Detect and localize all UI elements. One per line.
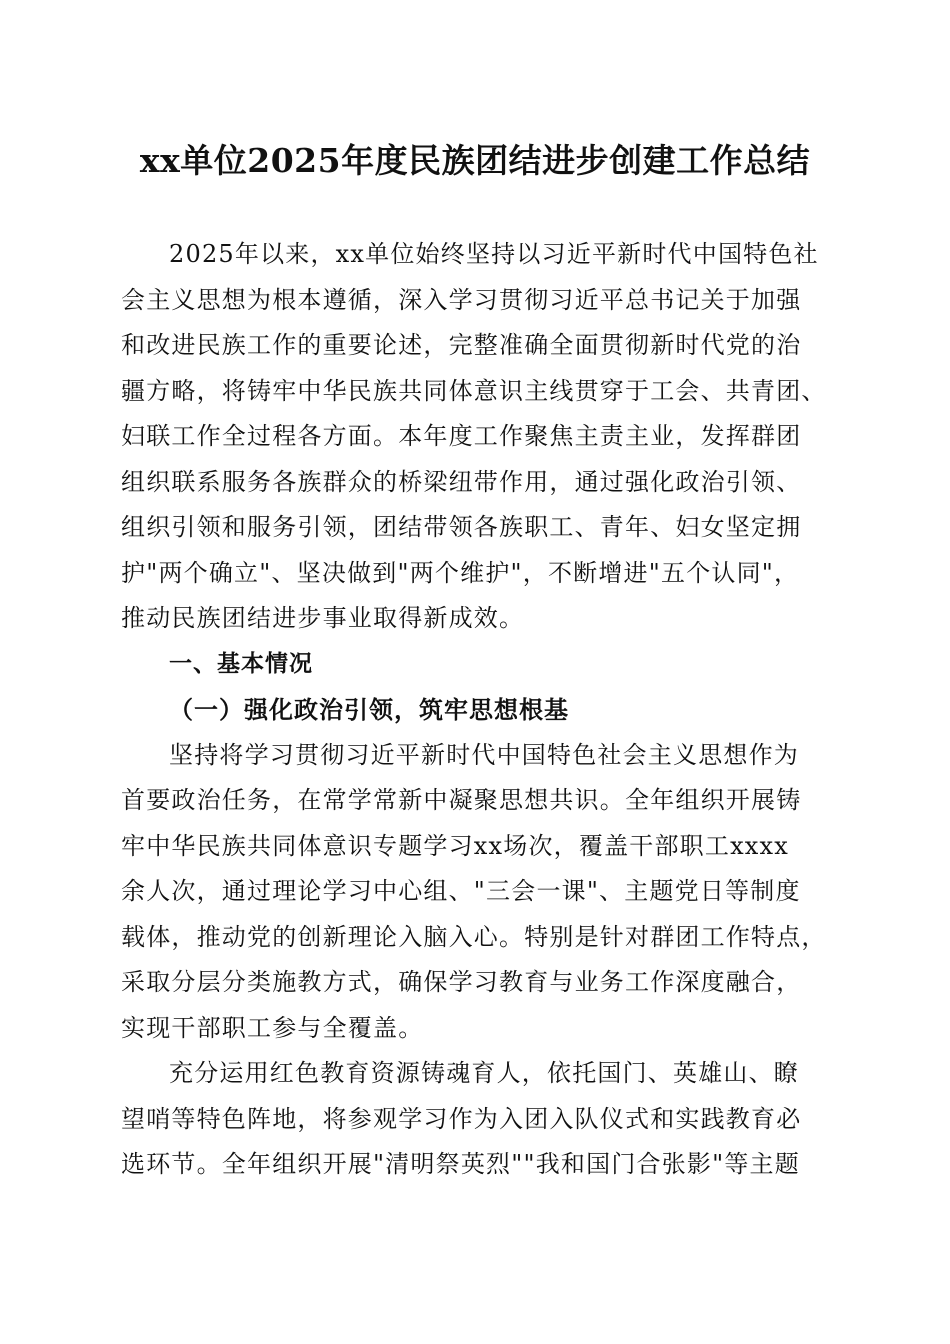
text-line: 组织联系服务各族群众的桥梁纽带作用，通过强化政治引领、 <box>121 467 802 496</box>
document-body <box>121 232 841 1188</box>
text-line: 妇联工作全过程各方面。本年度工作聚焦主责主业，发挥群团 <box>121 422 802 450</box>
document-title: xx单位2025年度民族团结进步创建工作总结 <box>139 141 811 180</box>
text-line: 选环节。全年组织开展"清明祭英烈""我和国门合张影"等主题 <box>121 1150 800 1178</box>
text-line: 坚持将学习贯彻习近平新时代中国特色社会主义思想作为 <box>169 740 799 769</box>
text-line: 疆方略，将铸牢中华民族共同体意识主线贯穿于工会、共青团、 <box>121 376 827 405</box>
text-line: 推动民族团结进步事业取得新成效。 <box>121 604 525 632</box>
text-line: 实现干部职工参与全覆盖。 <box>121 1013 424 1042</box>
text-line: 采取分层分类施教方式，确保学习教育与业务工作深度融合， <box>121 968 802 996</box>
text-line: 载体，推动党的创新理论入脑入心。特别是针对群团工作特点， <box>121 922 827 951</box>
text-line: 牢中华民族共同体意识专题学习xx场次，覆盖干部职工xxxx <box>121 831 790 860</box>
body-paragraph <box>121 733 841 1052</box>
section-heading: 一、基本情况 <box>169 650 313 677</box>
text-line: 组织引领和服务引领，团结带领各族职工、青年、妇女坚定拥 <box>121 513 802 541</box>
text-line: 望哨等特色阵地，将参观学习作为入团入队仪式和实践教育必 <box>121 1104 802 1133</box>
text-line: 会主义思想为根本遵循，深入学习贯彻习近平总书记关于加强 <box>121 285 802 314</box>
text-line: 首要政治任务，在常学常新中凝聚思想共识。全年组织开展铸 <box>121 786 802 814</box>
text-line: 护"两个确立"、坚决做到"两个维护"，不断增进"五个认同"， <box>121 558 800 587</box>
body-paragraph <box>121 1051 841 1188</box>
text-line: 充分运用红色教育资源铸魂育人，依托国门、英雄山、瞭 <box>169 1059 799 1087</box>
intro-paragraph <box>121 232 841 642</box>
text-line: 2025年以来，xx单位始终坚持以习近平新时代中国特色社 <box>169 240 819 268</box>
text-line: 和改进民族工作的重要论述，完整准确全面贯彻新时代党的治 <box>121 331 802 359</box>
subsection-heading: （一）强化政治引领，筑牢思想根基 <box>169 695 569 724</box>
text-line: 余人次，通过理论学习中心组、"三会一课"、主题党日等制度 <box>121 877 801 905</box>
